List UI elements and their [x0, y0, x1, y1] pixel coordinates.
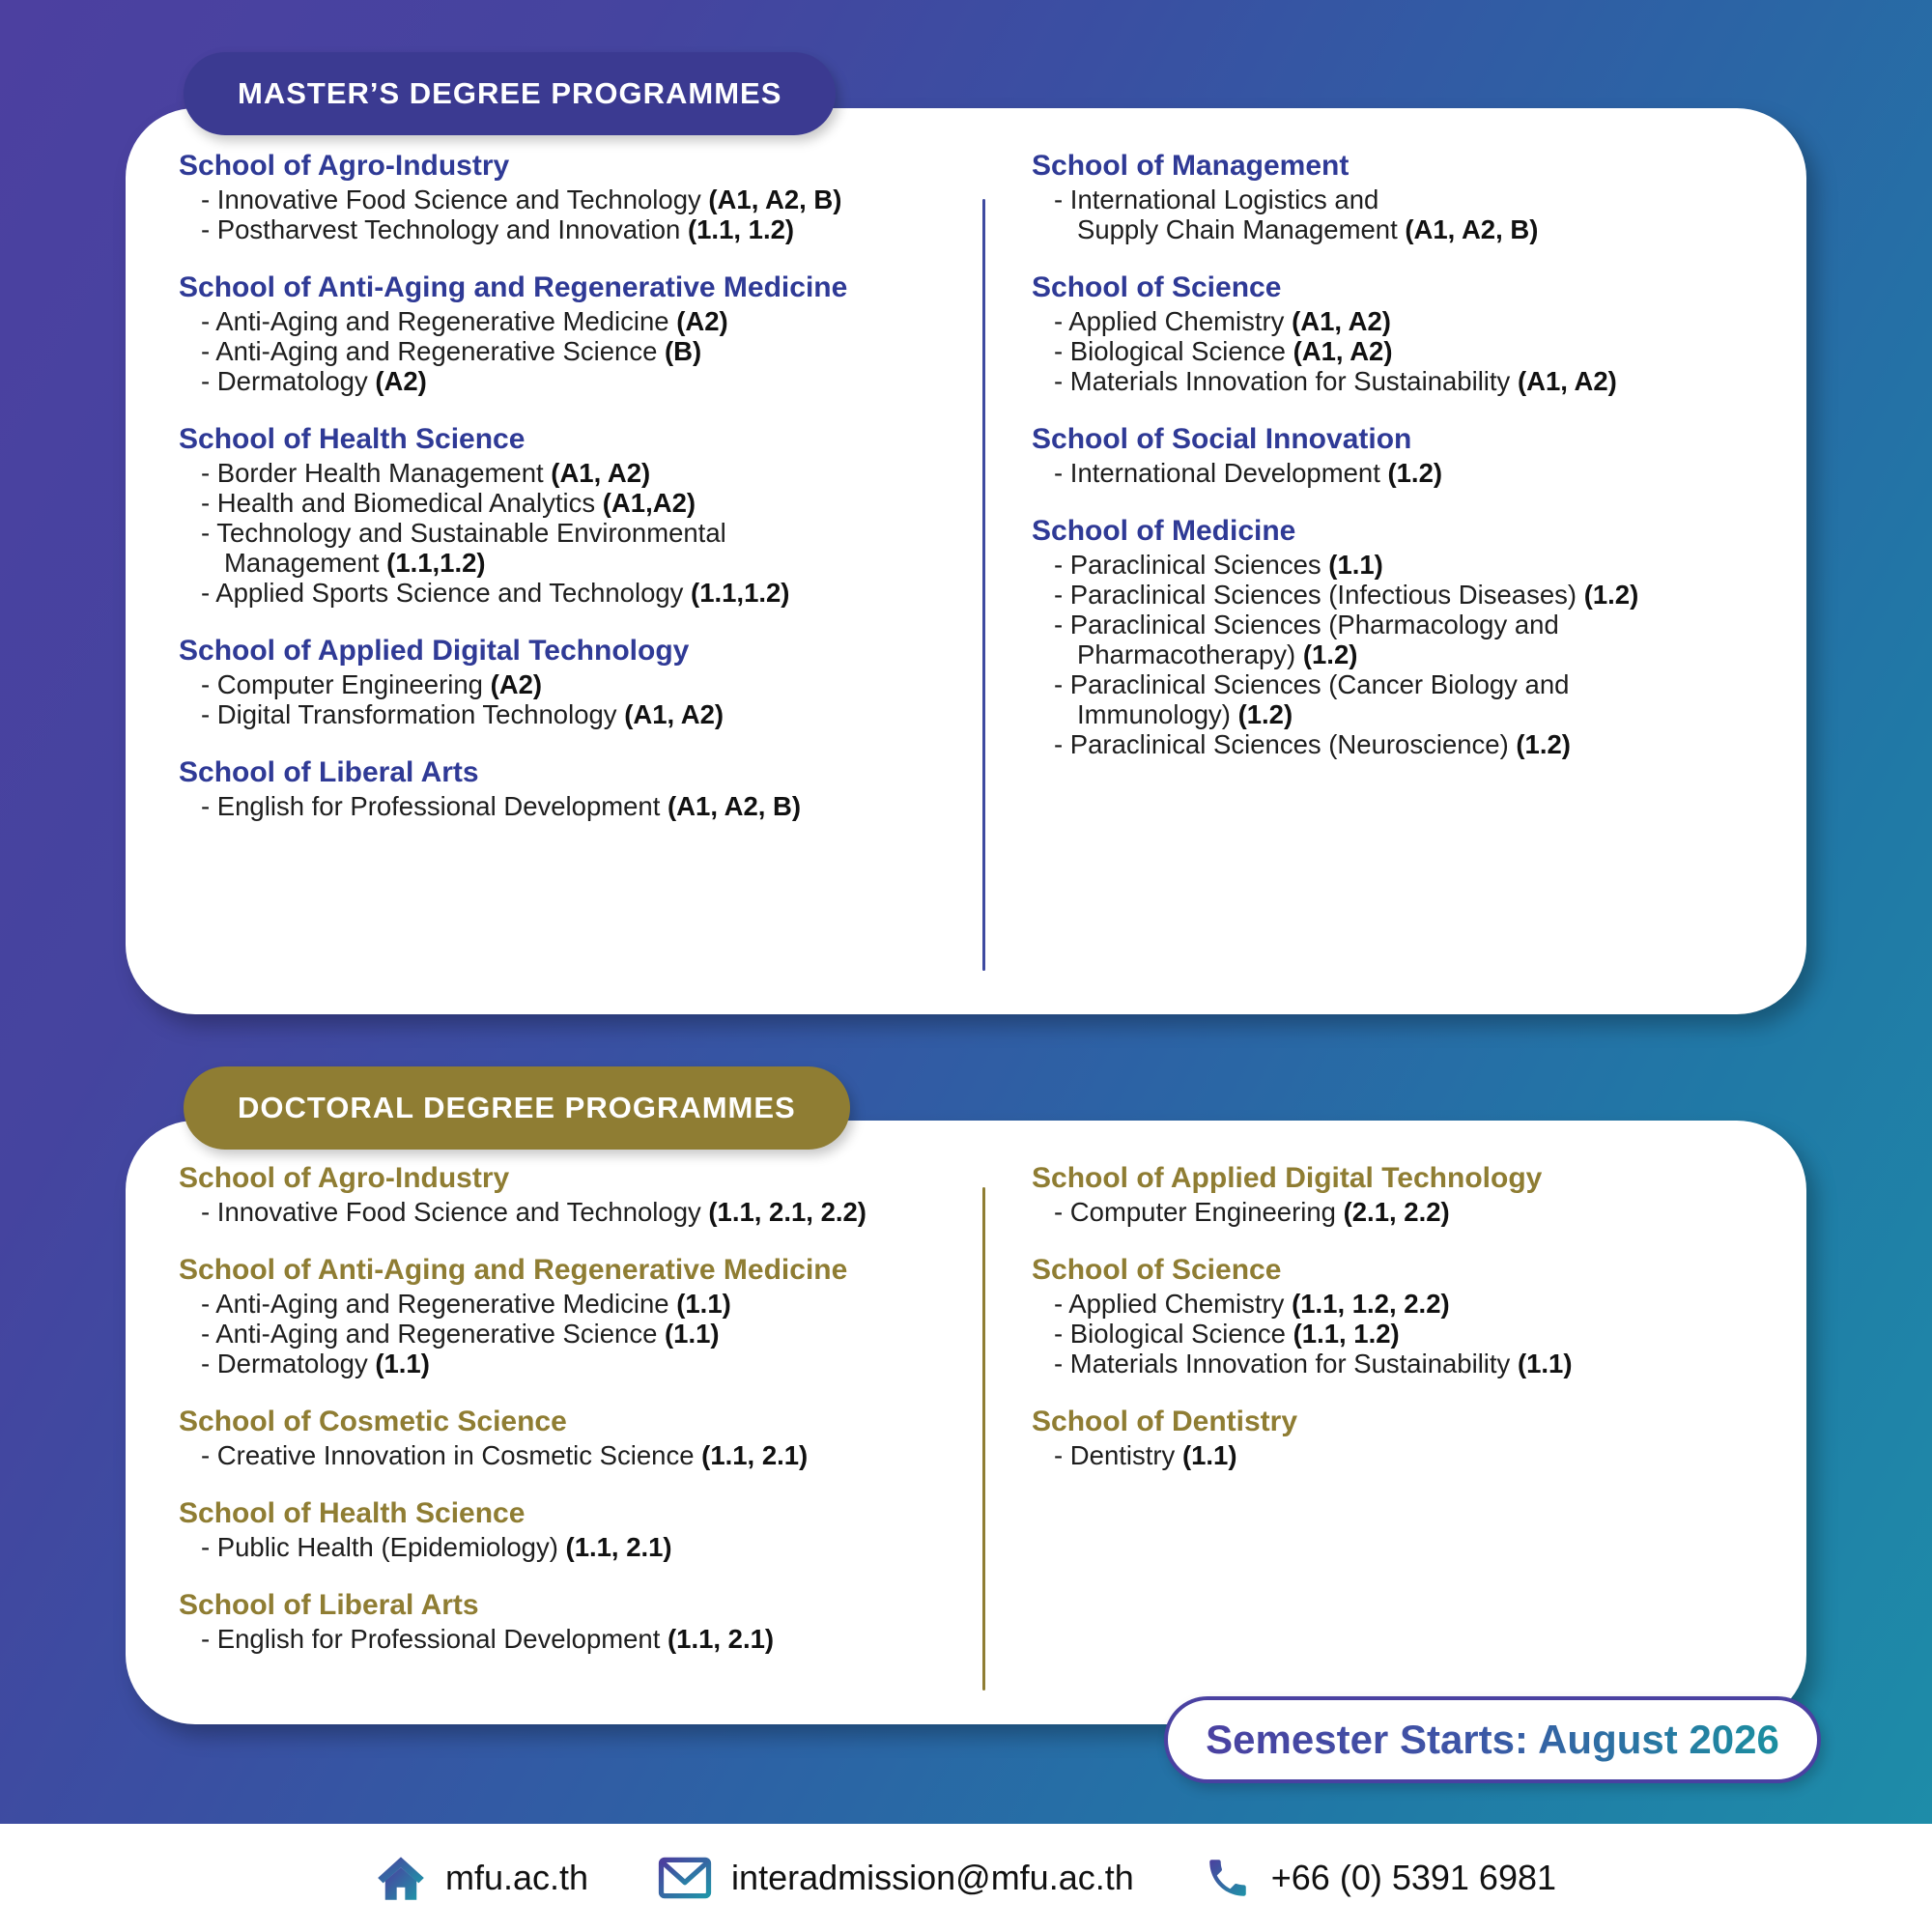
semester-start-text: Semester Starts: August 2026	[1206, 1717, 1779, 1762]
school-block	[1032, 424, 1768, 488]
programme-item: - Materials Innovation for Sustainability (A1, A2)	[1054, 366, 1617, 396]
school-heading: School of Science	[1032, 1254, 1282, 1286]
school-heading: School of Medicine	[1032, 515, 1296, 547]
programme-item: - Anti-Aging and Regenerative Medicine (1.1)	[201, 1289, 731, 1319]
programme-item: - Applied Sports Science and Technology (1.1,1.2)	[201, 578, 790, 608]
school-block	[1032, 1163, 1768, 1227]
programme-item: - International Development (1.2)	[1054, 458, 1443, 488]
school-block	[179, 1590, 982, 1654]
programme-item: - English for Professional Development (1.1, 2.1)	[201, 1624, 775, 1654]
doctoral-left-column	[179, 1163, 982, 1724]
school-heading: School of Health Science	[179, 423, 526, 455]
programme-item: - Creative Innovation in Cosmetic Science (1.1, 2.1)	[201, 1440, 809, 1470]
website-text: mfu.ac.th	[444, 1858, 589, 1897]
programme-item: - Digital Transformation Technology (A1, A2)	[201, 699, 724, 729]
envelope-icon	[658, 1855, 712, 1901]
programme-item: - English for Professional Development (A1, A2, B)	[201, 791, 802, 821]
school-heading: School of Agro-Industry	[179, 150, 510, 182]
school-heading: School of Agro-Industry	[179, 1162, 510, 1194]
school-block	[1032, 1255, 1768, 1378]
school-heading: School of Management	[1032, 150, 1350, 182]
home-icon	[376, 1853, 426, 1903]
masters-card	[126, 108, 1806, 1014]
school-heading: School of Liberal Arts	[179, 1589, 479, 1621]
doctoral-title-pill	[184, 1066, 850, 1150]
school-block	[179, 1163, 982, 1227]
programme-item: - Paraclinical Sciences (Cancer Biology and Immunology) (1.2)	[1054, 669, 1570, 729]
programme-item: - Dentistry (1.1)	[1054, 1440, 1237, 1470]
programme-item: - Biological Science (1.1, 1.2)	[1054, 1319, 1400, 1349]
email-text: interadmission@mfu.ac.th	[731, 1858, 1134, 1897]
doctoral-card	[126, 1121, 1806, 1724]
school-block	[1032, 272, 1768, 396]
school-block	[179, 1406, 982, 1470]
masters-title-pill	[184, 52, 836, 135]
programme-item: - Health and Biomedical Analytics (A1,A2)	[201, 488, 696, 518]
programme-item: - Paraclinical Sciences (1.1)	[1054, 550, 1383, 580]
school-block	[179, 1255, 982, 1378]
phone-link[interactable]	[1204, 1854, 1556, 1902]
school-block	[179, 151, 982, 244]
school-heading: School of Anti-Aging and Regenerative Medicine	[179, 271, 848, 303]
semester-start-pill	[1164, 1696, 1821, 1783]
programme-item: - Innovative Food Science and Technology (1.1, 2.1, 2.2)	[201, 1197, 867, 1227]
school-block	[1032, 516, 1768, 759]
school-heading: School of Social Innovation	[1032, 423, 1412, 455]
programme-item: - International Logistics and Supply Chain Management (A1, A2, B)	[1054, 185, 1539, 244]
programme-item: - Technology and Sustainable Environmental Management (1.1,1.2)	[201, 518, 726, 578]
school-heading: School of Anti-Aging and Regenerative Medicine	[179, 1254, 848, 1286]
school-heading: School of Cosmetic Science	[179, 1406, 567, 1437]
programme-item: - Paraclinical Sciences (Neuroscience) (1.2)	[1054, 729, 1571, 759]
masters-left-column	[179, 151, 982, 1014]
phone-icon	[1204, 1854, 1252, 1902]
school-heading: School of Health Science	[179, 1497, 526, 1529]
programme-item: - Innovative Food Science and Technology (A1, A2, B)	[201, 185, 842, 214]
programme-item: - Dermatology (1.1)	[201, 1349, 430, 1378]
programme-item: - Materials Innovation for Sustainability (1.1)	[1054, 1349, 1573, 1378]
school-heading: School of Science	[1032, 271, 1282, 303]
school-heading: School of Applied Digital Technology	[179, 635, 690, 667]
school-block	[179, 424, 982, 608]
programme-item: - Biological Science (A1, A2)	[1054, 336, 1393, 366]
doctoral-title: DOCTORAL DEGREE PROGRAMMES	[238, 1091, 796, 1124]
programme-item: - Computer Engineering (A2)	[201, 669, 543, 699]
programme-item: - Applied Chemistry (A1, A2)	[1054, 306, 1391, 336]
school-block	[179, 272, 982, 396]
doctoral-right-column	[985, 1163, 1768, 1724]
programme-item: - Paraclinical Sciences (Infectious Diseases) (1.2)	[1054, 580, 1639, 610]
masters-title: MASTER’S DEGREE PROGRAMMES	[238, 76, 782, 110]
programme-item: - Anti-Aging and Regenerative Science (1.1)	[201, 1319, 720, 1349]
programme-item: - Paraclinical Sciences (Pharmacology and Pharmacotherapy) (1.2)	[1054, 610, 1559, 669]
school-block	[179, 757, 982, 821]
phone-text: +66 (0) 5391 6981	[1270, 1858, 1557, 1897]
email-link[interactable]	[658, 1855, 1134, 1901]
programme-item: - Public Health (Epidemiology) (1.1, 2.1)	[201, 1532, 672, 1562]
masters-right-column	[985, 151, 1768, 1014]
programme-item: - Anti-Aging and Regenerative Science (B)	[201, 336, 702, 366]
programme-item: - Border Health Management (A1, A2)	[201, 458, 651, 488]
school-block	[1032, 1406, 1768, 1470]
school-block	[179, 1498, 982, 1562]
programme-item: - Applied Chemistry (1.1, 1.2, 2.2)	[1054, 1289, 1450, 1319]
website-link[interactable]	[376, 1853, 588, 1903]
school-heading: School of Liberal Arts	[179, 756, 479, 788]
programme-item: - Postharvest Technology and Innovation (1.1, 1.2)	[201, 214, 795, 244]
school-heading: School of Dentistry	[1032, 1406, 1298, 1437]
programme-item: - Computer Engineering (2.1, 2.2)	[1054, 1197, 1450, 1227]
programme-item: - Dermatology (A2)	[201, 366, 427, 396]
programme-item: - Anti-Aging and Regenerative Medicine (A2)	[201, 306, 728, 336]
footer-contact-bar	[0, 1824, 1932, 1932]
school-block	[1032, 151, 1768, 244]
school-block	[179, 636, 982, 729]
school-heading: School of Applied Digital Technology	[1032, 1162, 1543, 1194]
